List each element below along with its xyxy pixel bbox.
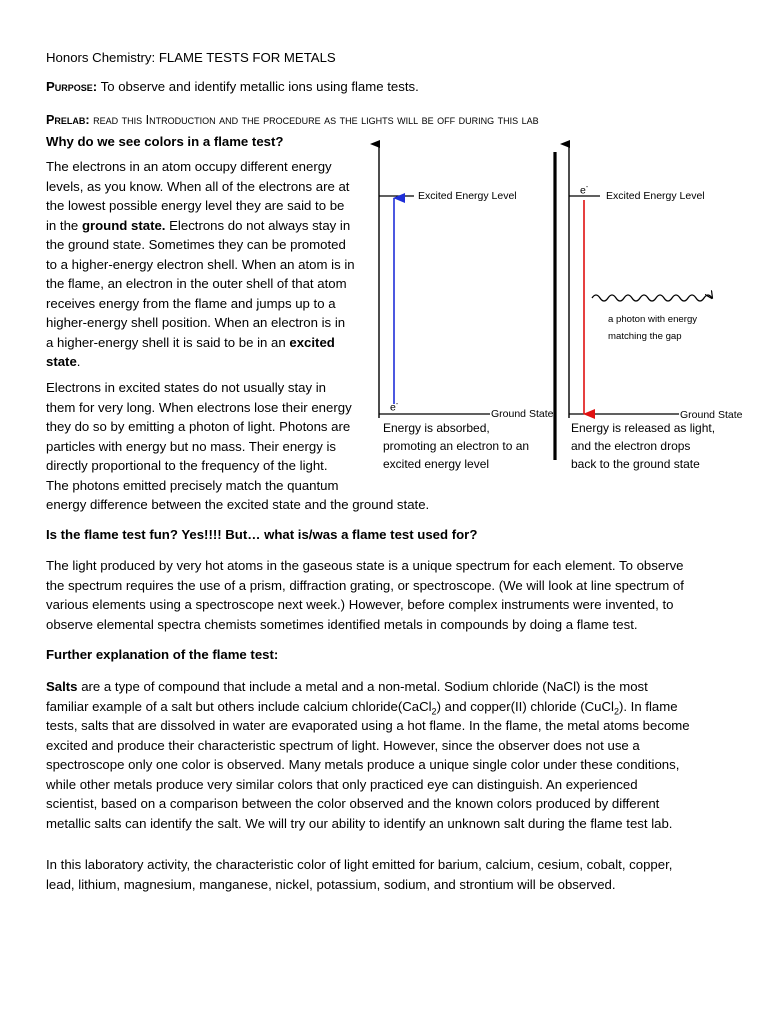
p2-line: The photons emitted precisely match the quantum	[46, 477, 339, 493]
p1-line: a higher-energy shell it is said to be in an excited	[46, 334, 335, 350]
course-name: Honors Chemistry:	[46, 50, 159, 65]
section2-paragraph: The light produced by very hot atoms in the gaseous state is a unique spectrum for each element. To observe the spectrum requires the use of a prism, diffraction grating, or spectroscope. (We will look at line spectrum of various elements using a spectroscope next week.) However, before complex instruments were invented, to observe elemental spectra chemists sometimes identified metals in compounds by doing a flame test.	[46, 558, 684, 632]
left-electron-symbol: e-	[390, 401, 399, 414]
p2-line: energy difference between the excited state and the ground state.	[46, 497, 430, 512]
purpose-text: To observe and identify metallic ions using flame tests.	[97, 79, 419, 94]
left-ground-label: Ground State	[491, 408, 554, 420]
p1-line: levels, as you know. When all of the electrons are at	[46, 178, 350, 194]
p1-line: the flame, an electron in the outer shell of that atom	[46, 276, 347, 291]
p2-line: particles with energy but no mass. Their energy is	[46, 438, 337, 454]
salts-term: Salts	[46, 679, 78, 694]
p2-line: directly proportional to the frequency of the light.	[46, 458, 328, 473]
p2-line: Electrons in excited states do not usually stay in	[46, 380, 327, 395]
purpose-label: Purpose:	[46, 79, 98, 94]
right-ground-label: Ground State	[680, 409, 743, 421]
photon-label: a photon with energy matching the gap	[608, 314, 698, 342]
title-text: FLAME TESTS FOR METALS	[158, 50, 336, 65]
right-electron-symbol: e-	[580, 184, 589, 197]
p1-line: higher-energy shell position. When an electron is in	[46, 315, 346, 330]
section2-heading: Is the flame test fun? Yes!!!! But… what is/was a flame test used for?	[46, 527, 478, 542]
p2-line: they do so by emitting a photon of light. Photons are	[46, 419, 351, 434]
p1-line: The electrons in an atom occupy different energy	[46, 159, 332, 174]
p1-line: the ground state. Sometimes they can be promoted	[46, 237, 346, 252]
ground-state-term: ground state.	[81, 217, 166, 233]
right-excited-level-label: Excited Energy Level	[606, 190, 705, 202]
excited-term: excited	[289, 334, 335, 350]
p1-line: the lowest possible energy level they are said to be	[46, 198, 345, 213]
p1-line: in the ground state. Electrons do not always stay in	[46, 217, 351, 233]
section3-paragraph: Salts are a type of compound that include a metal and a non-metal. Sodium chloride (NaCl) is the most familiar example of a salt but others include calcium chloride(CaCl$_2$) and copper(II) chloride (CuCl$_2$). In flame tests, salts that are dissolved in water are evaporated using a hot flame. In the flame, the metal atoms become excited and produce their characteristic spectrum of light. However, since the observer does not use a spectroscope only one color is observed. Many metals produce a unique single color under these conditions, while other metals produce very similar colors that only practiced eye can distinguish. An experienced scientist, based on a comparison between the color observed and the known colors produced by different metallic salts can identify the salt. We will try our ability to identify an unknown salt during the flame test lab.	[46, 679, 690, 831]
section4-paragraph: In this laboratory activity, the characteristic color of light emitted for barium, calcium, cesium, cobalt, copper, lead, lithium, magnesium, manganese, nickel, potassium, sodium, and strontium will be observed.	[46, 857, 673, 892]
p2-line: them for very long. When electrons lose their energy	[46, 399, 352, 415]
prelab-label: Prelab:	[46, 113, 90, 127]
state-term: state	[46, 354, 77, 369]
photon-wave	[592, 295, 712, 301]
left-excited-level-label: Excited Energy Level	[418, 190, 517, 202]
p1-line: to a higher-energy electron shell. When an atom is in	[46, 256, 355, 272]
section1-heading: Why do we see colors in a flame test?	[46, 134, 284, 149]
left-diagram-caption: Energy is absorbed, promoting an electron to an excited energy level	[383, 421, 530, 471]
prelab-text: read this Introduction and the procedure as the lights will be off during this lab	[89, 113, 539, 127]
p1-line: state.	[46, 354, 81, 369]
p1-line: receives energy from the flame and jumps up to a	[46, 295, 336, 311]
right-diagram-caption: Energy is released as light, and the electron drops back to the ground state	[571, 421, 716, 471]
section3-heading: Further explanation of the flame test:	[46, 647, 279, 662]
